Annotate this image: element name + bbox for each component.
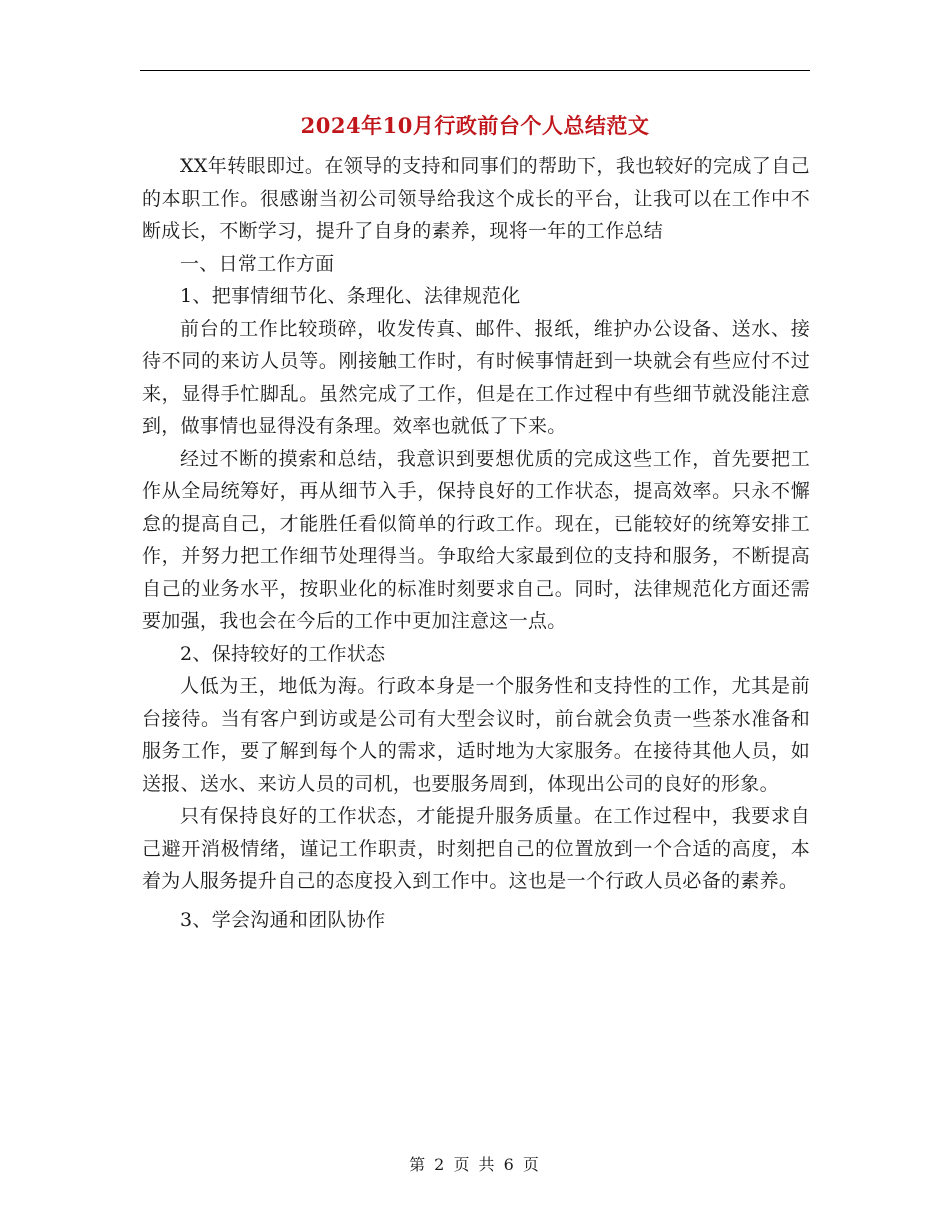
document-body [142,150,810,936]
page-number-footer: 第 2 页 共 6 页 [409,1155,541,1174]
paragraph: 前台的工作比较琐碎，收发传真、邮件、报纸，维护办公设备、送水、接待不同的来访人员等。刚接触工作时，有时候事情赶到一块就会有些应付不过来，显得手忙脚乱。虽然完成了工作，但是在工作过程中有些细节就没能注意到，做事情也显得没有条理。效率也就低了下来。 [142,317,810,437]
header-rule [140,70,810,71]
document-title: 2024年10月行政前台个人总结范文 [300,113,650,138]
paragraph: 只有保持良好的工作状态，才能提升服务质量。在工作过程中，我要求自己避开消极情绪，谨记工作职责，时刻把自己的位置放到一个合适的高度，本着为人服务提升自己的态度投入到工作中。这也是一个行政人员必备的素养。 [142,805,810,892]
paragraph: 人低为王，地低为海。行政本身是一个服务性和支持性的工作，尤其是前台接待。当有客户到访或是公司有大型会议时，前台就会负责一些茶水准备和服务工作，要了解到每个人的需求，适时地为大家服务。在接待其他人员，如送报、送水、来访人员的司机，也要服务周到，体现出公司的良好的形象。 [142,675,810,795]
subsection-heading-3: 3、学会沟通和团队协作 [180,908,386,931]
subsection-heading-1: 1、把事情细节化、条理化、法律规范化 [180,285,521,307]
section-heading-daily-work: 一、日常工作方面 [180,252,335,275]
paragraph-intro: XX年转眼即过。在领导的支持和同事们的帮助下，我也较好的完成了自己的本职工作。很感谢当初公司领导给我这个成长的平台，让我可以在工作中不断成长，不断学习，提升了自身的素养，现将一年的工作总结 [142,155,810,242]
paragraph: 经过不断的摸索和总结，我意识到要想优质的完成这些工作，首先要把工作从全局统筹好，再从细节入手，保持良好的工作状态，提高效率。只永不懈怠的提高自己，才能胜任看似简单的行政工作。现在，已能较好的统筹安排工作，并努力把工作细节处理得当。争取给大家最到位的支持和服务，不断提高自己的业务水平，按职业化的标准时刻要求自己。同时，法律规范化方面还需要加强，我也会在今后的工作中更加注意这一点。 [142,447,810,632]
subsection-heading-2: 2、保持较好的工作状态 [180,642,386,665]
